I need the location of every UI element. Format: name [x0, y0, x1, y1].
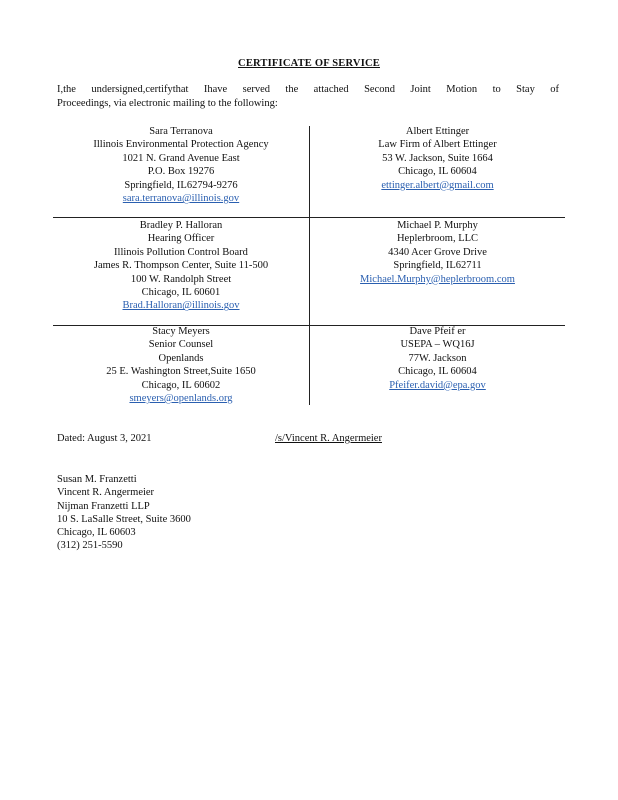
recipient-line: Heplerbroom, LLC: [396, 233, 479, 245]
recipient-line: 100 W. Randolph Street: [130, 273, 232, 285]
signature-line: /s/Vincent R. Angermeier: [275, 433, 382, 444]
recipient-line: Michael P. Murphy: [397, 220, 478, 231]
footer-line: Susan M. Franzetti: [57, 474, 137, 485]
intro-line-1: I,the undersigned,certifythat Ihave served the attached Second Joint Motion to Stay of: [57, 84, 559, 95]
recipient-line: Senior Counsel: [148, 339, 214, 351]
recipient-line: USEPA – WQ16J: [400, 339, 475, 351]
recipient-block: [53, 125, 309, 205]
recipient-line: 4340 Acer Grove Drive: [388, 246, 487, 258]
recipient-line: Dave Pfeif er: [409, 326, 466, 337]
recipient-line: Illinois Environmental Protection Agency: [93, 139, 269, 151]
footer-line: 10 S. LaSalle Street, Suite 3600: [57, 513, 191, 525]
date-line: Dated: August 3, 2021: [57, 433, 152, 444]
recipient-email-link[interactable]: sara.terranova@illinois.gov: [122, 193, 240, 205]
recipient-line: Chicago, IL 60604: [398, 166, 477, 178]
recipient-line: Springfield, IL62794-9276: [124, 179, 238, 191]
recipient-line: Bradley P. Halloran: [139, 220, 223, 231]
recipient-block: [53, 219, 309, 313]
recipient-email-link[interactable]: Brad.Halloran@illinois.gov: [122, 300, 240, 312]
recipient-block: [310, 125, 565, 192]
footer-line: (312) 251-5590: [57, 540, 123, 552]
recipient-line: James R. Thompson Center, Suite 11-500: [93, 260, 269, 272]
recipient-line: Albert Ettinger: [405, 126, 470, 137]
recipient-line: Chicago, IL 60601: [141, 287, 221, 299]
table-row-divider: [53, 217, 565, 218]
recipient-line: Chicago, IL 60602: [141, 379, 221, 391]
recipient-email-link[interactable]: ettinger.albert@gmail.com: [381, 179, 494, 191]
recipient-line: Stacy Meyers: [152, 326, 210, 337]
recipient-line: 1021 N. Grand Avenue East: [122, 152, 240, 164]
recipient-line: Sara Terranova: [149, 126, 213, 137]
intro-line-2: Proceedings, via electronic mailing to the following:: [57, 98, 278, 109]
recipient-line: P.O. Box 19276: [147, 166, 215, 178]
recipient-block: [53, 325, 309, 405]
attorney-signature-block: [57, 473, 191, 553]
recipient-line: Chicago, IL 60604: [398, 366, 477, 378]
recipient-line: Illinois Pollution Control Board: [114, 246, 248, 258]
recipient-email-link[interactable]: smeyers@openlands.org: [129, 393, 233, 405]
recipient-line: Openlands: [158, 352, 204, 364]
recipient-line: 25 E. Washington Street,Suite 1650: [106, 366, 256, 378]
recipient-line: Springfield, IL62711: [393, 260, 482, 272]
recipient-block: [310, 325, 565, 392]
recipient-line: 53 W. Jackson, Suite 1664: [382, 152, 493, 164]
recipient-line: 77W. Jackson: [408, 352, 467, 364]
recipient-line: Hearing Officer: [147, 233, 215, 245]
document-title: CERTIFICATE OF SERVICE: [238, 58, 380, 69]
recipient-line: Law Firm of Albert Ettinger: [378, 139, 497, 151]
footer-line: Vincent R. Angermeier: [57, 487, 155, 499]
recipient-block: [310, 219, 565, 286]
footer-line: Chicago, IL 60603: [57, 527, 136, 539]
recipient-email-link[interactable]: Pfeifer.david@epa.gov: [389, 379, 486, 391]
recipient-email-link[interactable]: Michael.Murphy@heplerbroom.com: [360, 273, 515, 285]
footer-line: Nijman Franzetti LLP: [57, 500, 150, 512]
